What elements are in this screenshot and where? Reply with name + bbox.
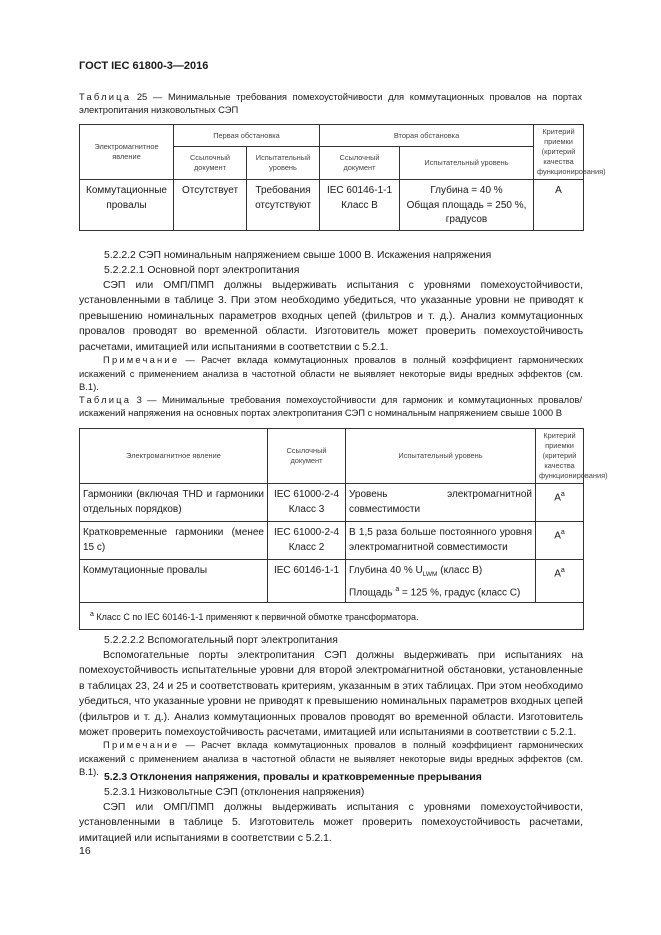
t3-col-level: Испытательный уровень [346, 429, 536, 484]
criterion-value: A [554, 492, 561, 504]
t3-col-ref: Ссылочный документ [268, 429, 346, 484]
paragraph: СЭП или ОМП/ПМП должны выдерживать испытания с уровнями помехоустойчивости, установленными в таблице 5. Изготовитель может проверить помехоустойчивость расчетами, имитацией или испытаниями в соответствии с 5.2.1. [79, 802, 583, 844]
paragraph: Вспомогательные порты электропитания СЭП должны выдерживать при испытаниях на помехоустойчивость испытательные уровни для второй электромагнитной обстановки, установленные в таблицах 23, 24 и 25 и соответствовать критериям, указанным в этих таблицах. При этом необходимо убедиться, что указанные уровни не приводят к превышению номинальных параметров входных цепей (фильтров и т. д.). Анализ коммутационных провалов проводят во временной области. Изготовитель может проверить помехоустойчивость расчетами, имитацией или испытаниями в соответствии с 5.2.1. [79, 650, 583, 739]
section-5-2-2-2-heading: 5.2.2.2 СЭП номинальным напряжением свыше 1000 В. Искажения напряжения [104, 250, 492, 261]
t25-col-criterion: Критерий приемки (критерий качества функционирования) [534, 125, 584, 180]
t25-level2-line2: Общая площадь = 250 %, [406, 199, 527, 211]
t3-cell-ref: IEC 61000-2-4 Класс 3 [268, 484, 346, 522]
t25-cell-ref2: IEC 60146-1-1 Класс В [320, 180, 400, 231]
t25-cell-criterion: А [534, 180, 584, 231]
t3-level-line1 [349, 564, 532, 583]
footnote-ref: a [560, 529, 565, 536]
note-1 [79, 353, 583, 394]
table-3-caption [79, 394, 582, 419]
table-3-caption-label: Таблица [79, 394, 132, 405]
level-text: Площадь [349, 586, 396, 598]
table-3-caption-text: 3 — Минимальные требования помехоустойчивости для гармоник и коммутационных провалов/искажений напряжения на основных портах электропитания СЭП с номинальным напряжением свыше 1000 В [79, 394, 582, 418]
paragraph: СЭП или ОМП/ПМП должны выдерживать испытания с уровнями помехоустойчивости, установленными в таблице 3. При этом необходимо убедиться, что указанные уровни не приводят к превышению номинальных параметров входных цепей (фильтров и т. д.). Анализ коммутационных провалов проводят во временной области. Изготовитель может проверить помехоустойчивость расчетами, имитацией или испытаниями в соответствии с 5.2.1. [79, 280, 583, 353]
t25-level2-line1: Глубина = 40 % [430, 185, 503, 196]
t3-cell-phenomenon: Кратковременные гармоники (менее 15 с) [80, 522, 268, 560]
t3-cell-ref: IEC 61000-2-4 Класс 2 [268, 522, 346, 560]
section-5-2-2-2-2-heading: 5.2.2.2.2 Вспомогательный порт электропитания [104, 635, 338, 646]
section-5-2-3-1-text [79, 800, 583, 846]
t25-col-ref2: Ссылочный документ [320, 147, 400, 180]
level-text: Глубина 40 % U [349, 565, 423, 576]
note-paragraph [79, 353, 583, 394]
t3-level-line2 [349, 583, 532, 601]
t25-level2-line3: градусов [445, 214, 488, 225]
t3-cell-criterion [536, 522, 584, 560]
section-5-2-2-2-1-heading: 5.2.2.2.1 Основной порт электропитания [104, 265, 300, 276]
t3-cell-level [346, 560, 536, 603]
note-text: — Расчет вклада коммутационных провалов в полный коэффициент гармонических искажений с применением анализа в частотной области не выявляет некоторые виды вредных эффектов (см. В.1). [79, 739, 584, 777]
footnote-ref: a [560, 491, 565, 498]
t25-col-level2: Испытательный уровень [400, 147, 534, 180]
section-5-2-2-2-1-text [79, 278, 583, 355]
t25-col-env1: Первая обстановка [174, 125, 320, 147]
t3-cell-level: В 1,5 раза больше постоянного уровня электромагнитной совместимости [346, 522, 536, 560]
t25-cell-level2 [400, 180, 534, 231]
footnote-text: Класс С по IEC 60146-1-1 применяют к первичной обмотке трансформатора. [96, 611, 419, 622]
t3-footnote [80, 603, 584, 630]
table-3 [79, 428, 608, 630]
table-25 [79, 124, 606, 231]
t3-cell-phenomenon: Гармоники (включая THD и гармоники отдельных порядков) [80, 484, 268, 522]
table-row [80, 484, 584, 522]
t3-cell-level: Уровень электромагнитной совместимости [346, 484, 536, 522]
footnote-marker: a [90, 610, 94, 618]
level-subscript: LWM [422, 571, 438, 578]
t25-col-ref1: Ссылочный документ [174, 147, 247, 180]
level-text: = 125 %, градус (класс С) [399, 586, 521, 598]
t25-col-phenomenon: Электромагнитное явление [80, 125, 174, 180]
table-25-caption-label: Таблица [79, 91, 132, 102]
level-text: (класс В) [437, 565, 483, 576]
t3-cell-phenomenon: Коммутационные провалы [80, 560, 268, 603]
t25-cell-phenomenon: Коммутационные провалы [80, 180, 174, 231]
t25-cell-level1: Требования отсутствуют [247, 180, 320, 231]
t3-cell-ref: IEC 60146-1-1 [268, 560, 346, 603]
footnote-ref: a [560, 567, 565, 574]
criterion-value: A [554, 530, 561, 542]
note-label: Примечание [103, 354, 180, 365]
t3-cell-criterion [536, 560, 584, 603]
footnote-ref: a [395, 585, 400, 593]
section-5-2-3-1-heading: 5.2.3.1 Низковольтные СЭП (отклонения напряжения) [104, 787, 365, 798]
document-header: ГОСТ IEC 61800-3—2016 [79, 60, 209, 72]
t3-cell-criterion [536, 484, 584, 522]
section-5-2-2-2-2-text [79, 648, 583, 740]
table-row [80, 560, 584, 603]
criterion-value: A [554, 568, 561, 580]
page-number: 16 [79, 845, 91, 857]
t25-cell-ref1: Отсутствует [174, 180, 247, 231]
t3-col-criterion: Критерий приемки (критерий качества функционирования) [536, 429, 584, 484]
table-row [80, 180, 584, 231]
table-25-caption-text: 25 — Минимальные требования помехоустойчивости для коммутационных провалов на портах электропитания низковольтных СЭП [79, 91, 583, 115]
t25-col-level1: Испытательный уровень [247, 147, 320, 180]
note-label: Примечание [103, 739, 180, 750]
table-25-caption [79, 91, 582, 116]
table-row [80, 522, 584, 560]
section-5-2-3-heading: 5.2.3 Отклонения напряжения, провалы и кратковременные прерывания [104, 772, 482, 783]
t3-col-phenomenon: Электромагнитное явление [80, 429, 268, 484]
t25-col-env2: Вторая обстановка [320, 125, 534, 147]
note-text: — Расчет вклада коммутационных провалов в полный коэффициент гармонических искажений с применением анализа в частотной области не выявляет некоторые виды вредных эффектов (см. В.1). [79, 354, 584, 392]
